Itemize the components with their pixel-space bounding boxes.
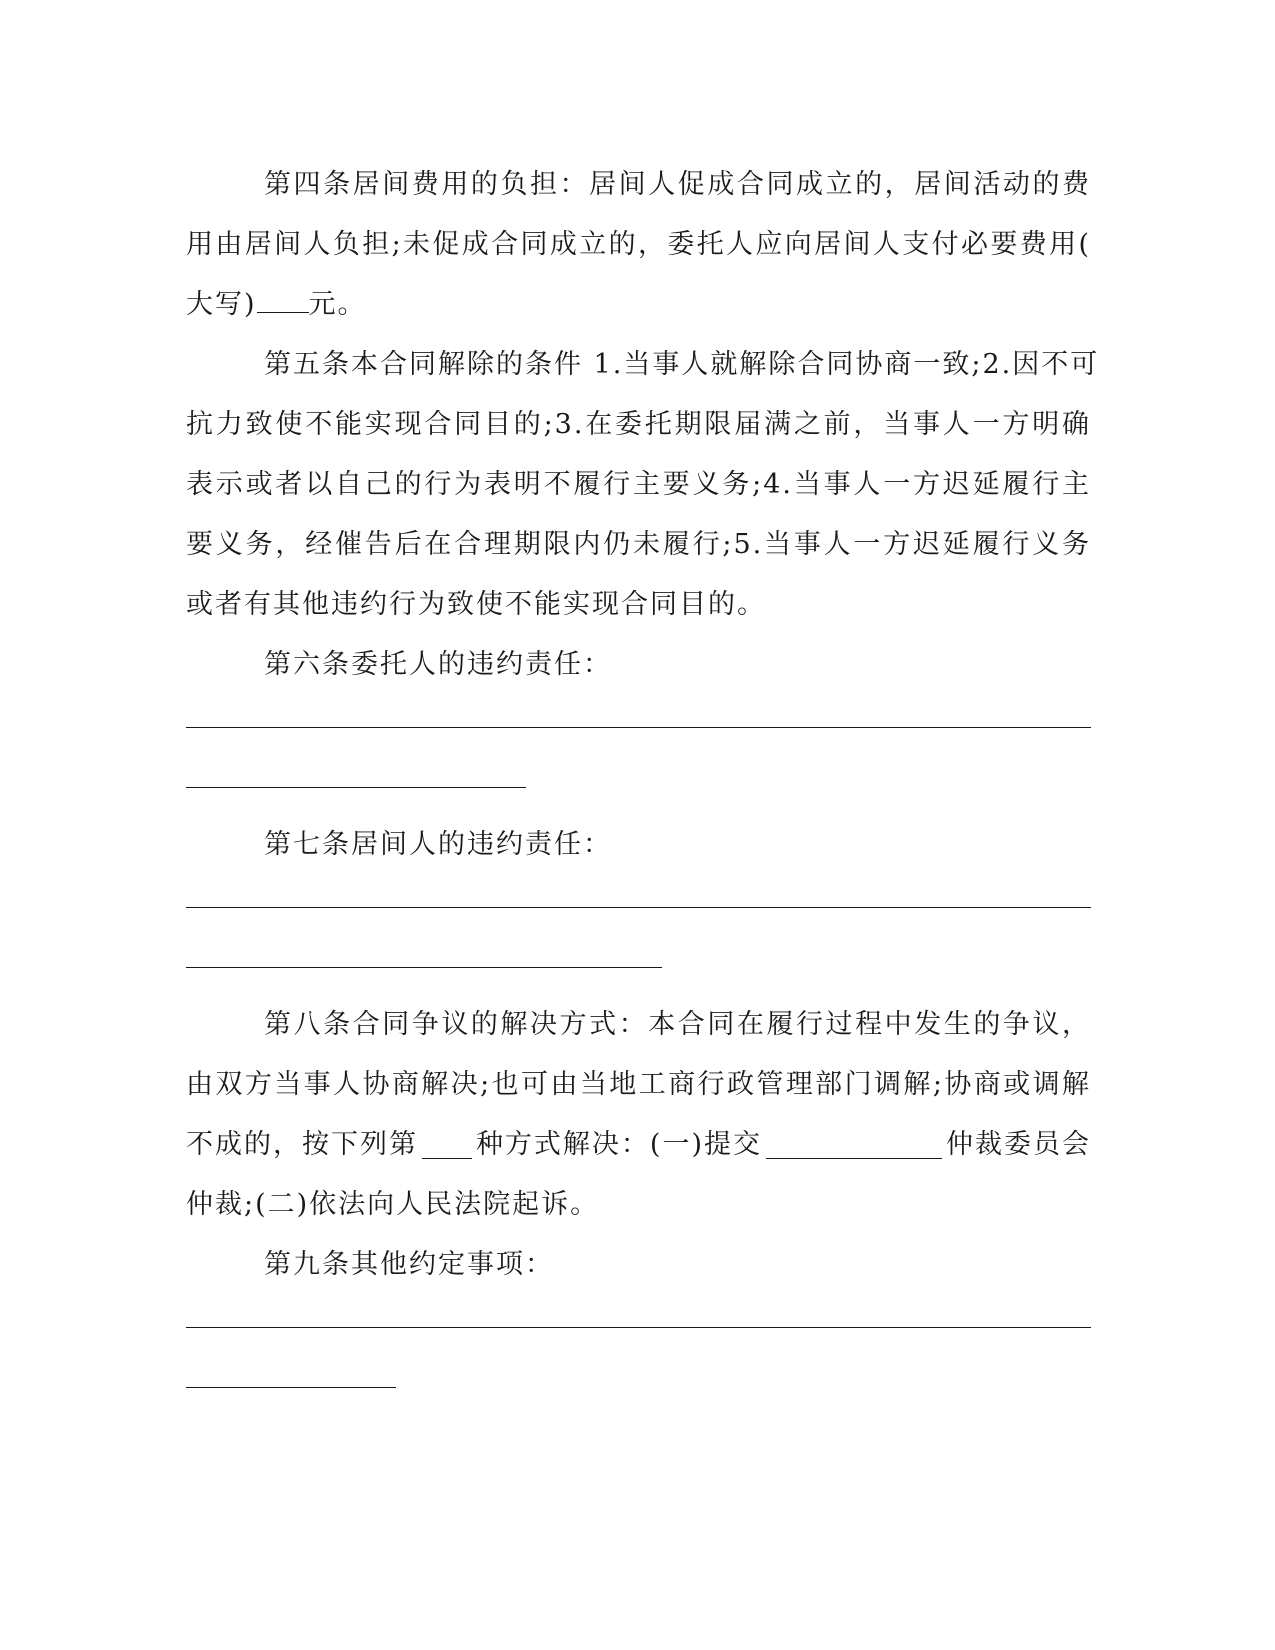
article-8-line-4: 仲裁;(二)依法向人民法院起诉。 bbox=[186, 1189, 600, 1220]
article-8-line-1: 第八条合同争议的解决方式：本合同在履行过程中发生的争议， bbox=[264, 1009, 1091, 1040]
article-5-line-1: 第五条本合同解除的条件 1.当事人就解除合同协商一致;2.因不可 bbox=[264, 349, 1100, 380]
article-8-line-3-text-a: 不成的，按下列第 bbox=[186, 1129, 418, 1160]
article-9-heading: 第九条其他约定事项： bbox=[264, 1249, 554, 1280]
article-9-blank-line-1 bbox=[186, 1327, 1091, 1328]
article-7-blank-line-1 bbox=[186, 907, 1091, 908]
article-6-blank-line-1 bbox=[186, 727, 1091, 728]
article-6-heading: 第六条委托人的违约责任： bbox=[264, 649, 612, 680]
article-8-line-2: 由双方当事人协商解决;也可由当地工商行政管理部门调解;协商或调解 bbox=[186, 1069, 1091, 1100]
article-6-blank-line-2 bbox=[186, 787, 526, 788]
article-4-line-3-text-a: 大写) bbox=[186, 289, 257, 320]
article-5-line-4: 要义务，经催告后在合理期限内仍未履行;5.当事人一方迟延履行义务 bbox=[186, 529, 1091, 560]
article-5-line-2: 抗力致使不能实现合同目的;3.在委托期限届满之前，当事人一方明确 bbox=[186, 409, 1091, 440]
arbitration-commission-blank bbox=[766, 1131, 942, 1159]
article-4-line-2: 用由居间人负担;未促成合同成立的，委托人应向居间人支付必要费用( bbox=[186, 229, 1091, 260]
article-8-line-3 bbox=[186, 1125, 1091, 1165]
article-5-line-3: 表示或者以自己的行为表明不履行主要义务;4.当事人一方迟延履行主 bbox=[186, 469, 1091, 500]
article-9-blank-line-2 bbox=[186, 1387, 396, 1388]
article-8-line-3-text-c: 仲裁委员会 bbox=[945, 1129, 1091, 1160]
article-8-line-3-text-b: 种方式解决：(一)提交 bbox=[475, 1129, 763, 1160]
article-4-line-1: 第四条居间费用的负担：居间人促成合同成立的，居间活动的费 bbox=[264, 169, 1091, 200]
article-7-blank-line-2 bbox=[186, 967, 662, 968]
article-7-heading: 第七条居间人的违约责任： bbox=[264, 829, 612, 860]
article-4-line-3-text-b: 元。 bbox=[308, 289, 367, 320]
method-number-blank bbox=[422, 1131, 472, 1159]
amount-blank bbox=[257, 285, 309, 313]
article-4-line-3 bbox=[186, 285, 1091, 325]
article-5-line-5: 或者有其他违约行为致使不能实现合同目的。 bbox=[186, 589, 766, 620]
